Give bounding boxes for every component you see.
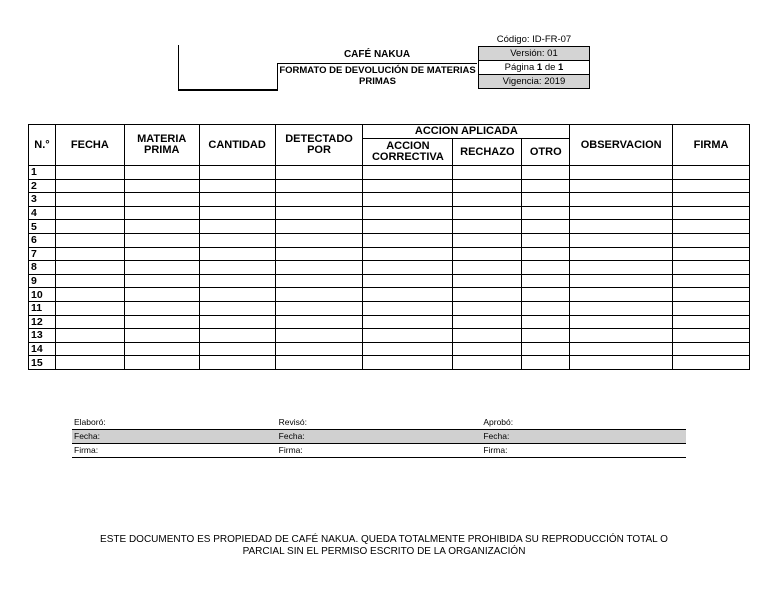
footer-line-1: ESTE DOCUMENTO ES PROPIEDAD DE CAFÉ NAKUA. QUEDA TOTALMENTE PROHIBIDA SU REPRODUCCIÓN TOTAL O [100,534,668,545]
table-cell[interactable] [570,220,673,234]
row-number: 12 [29,315,56,329]
doc-page: Página 1 de 1 [478,61,590,74]
doc-validity: Vigencia: 2019 [478,74,590,89]
firma-label: Firma: [278,445,303,455]
table-row [29,220,750,234]
table-cell[interactable] [55,329,124,343]
col-header-accion-group: ACCION APLICADA [363,125,570,139]
table-cell[interactable] [124,315,199,329]
table-cell[interactable] [522,179,570,193]
table-cell[interactable] [570,274,673,288]
table-row [29,342,750,356]
table-cell[interactable] [673,329,750,343]
table-cell[interactable] [124,220,199,234]
row-number: 5 [29,220,56,234]
form-title: FORMATO DE DEVOLUCIÓN DE MATERIAS PRIMAS [277,63,477,89]
table-cell[interactable] [124,301,199,315]
table-cell[interactable] [275,206,363,220]
table-cell[interactable] [275,342,363,356]
table-cell[interactable] [124,179,199,193]
table-cell[interactable] [124,356,199,370]
table-cell[interactable] [673,220,750,234]
col-header-fecha: FECHA [55,125,124,166]
table-cell[interactable] [673,356,750,370]
returns-table [28,124,750,370]
table-cell[interactable] [453,193,522,207]
table-cell[interactable] [275,220,363,234]
row-number: 13 [29,329,56,343]
footer-line-2: PARCIAL SIN EL PERMISO ESCRITO DE LA ORGANIZACIÓN [242,546,526,557]
table-cell[interactable] [275,274,363,288]
table-cell[interactable] [570,179,673,193]
row-number: 3 [29,193,56,207]
table-cell[interactable] [522,193,570,207]
table-cell[interactable] [673,288,750,302]
reviso-label: Revisó: [278,417,308,427]
col-header-otro: OTRO [522,139,570,166]
row-number: 8 [29,261,56,275]
table-cell[interactable] [124,274,199,288]
table-cell[interactable] [275,315,363,329]
doc-version: Versión: 01 [478,46,590,61]
logo-area [178,45,278,91]
table-cell[interactable] [124,329,199,343]
fecha-label: Fecha: [278,431,305,441]
table-cell[interactable] [522,356,570,370]
table-cell[interactable] [453,356,522,370]
table-cell[interactable] [673,166,750,180]
table-row [29,206,750,220]
table-cell[interactable] [124,193,199,207]
table-cell[interactable] [199,315,275,329]
table-cell[interactable] [199,274,275,288]
table-cell[interactable] [673,301,750,315]
table-cell[interactable] [673,206,750,220]
fecha-label: Fecha: [74,431,100,441]
table-cell[interactable] [570,342,673,356]
table-cell[interactable] [55,301,124,315]
table-cell[interactable] [363,329,453,343]
table-cell[interactable] [522,247,570,261]
table-cell[interactable] [453,301,522,315]
table-cell[interactable] [363,356,453,370]
col-header-cantidad: CANTIDAD [199,125,275,166]
table-cell[interactable] [55,247,124,261]
table-cell[interactable] [453,315,522,329]
table-cell[interactable] [199,233,275,247]
table-cell[interactable] [199,193,275,207]
table-cell[interactable] [522,329,570,343]
table-cell[interactable] [522,261,570,275]
table-cell[interactable] [275,166,363,180]
table-row [29,261,750,275]
table-cell[interactable] [199,166,275,180]
row-number: 11 [29,301,56,315]
table-cell[interactable] [124,288,199,302]
col-header-observacion: OBSERVACION [570,125,673,166]
row-number: 6 [29,233,56,247]
table-cell[interactable] [570,288,673,302]
row-number: 14 [29,342,56,356]
table-cell[interactable] [673,261,750,275]
table-cell[interactable] [55,261,124,275]
table-cell[interactable] [363,342,453,356]
table-row [29,288,750,302]
table-cell[interactable] [363,193,453,207]
table-cell[interactable] [363,274,453,288]
table-cell[interactable] [124,233,199,247]
table-cell[interactable] [363,247,453,261]
table-row [29,247,750,261]
aprobo-label: Aprobó: [483,417,514,427]
table-cell[interactable] [55,166,124,180]
row-number: 10 [29,288,56,302]
col-header-detectado: DETECTADO POR [275,125,363,166]
table-cell[interactable] [199,356,275,370]
row-number: 4 [29,206,56,220]
col-header-accion-correctiva: ACCION CORRECTIVA [363,139,453,166]
table-row [29,329,750,343]
table-cell[interactable] [522,220,570,234]
table-cell[interactable] [522,342,570,356]
table-cell[interactable] [673,233,750,247]
table-cell[interactable] [522,206,570,220]
table-cell[interactable] [363,261,453,275]
table-cell[interactable] [570,166,673,180]
table-cell[interactable] [124,261,199,275]
table-cell[interactable] [363,206,453,220]
table-cell[interactable] [124,342,199,356]
table-cell[interactable] [55,179,124,193]
table-cell[interactable] [570,206,673,220]
table-cell[interactable] [453,274,522,288]
table-cell[interactable] [199,301,275,315]
table-cell[interactable] [363,179,453,193]
table-row [29,356,750,370]
table-cell[interactable] [275,247,363,261]
table-cell[interactable] [570,356,673,370]
table-cell[interactable] [55,315,124,329]
table-cell[interactable] [453,206,522,220]
table-cell[interactable] [570,247,673,261]
title-block [277,45,477,89]
table-cell[interactable] [199,288,275,302]
table-row [29,274,750,288]
col-header-rechazo: RECHAZO [453,139,522,166]
table-cell[interactable] [275,261,363,275]
table-cell[interactable] [55,342,124,356]
table-cell[interactable] [363,233,453,247]
table-cell[interactable] [199,261,275,275]
row-number: 1 [29,166,56,180]
table-cell[interactable] [199,206,275,220]
table-cell[interactable] [453,329,522,343]
table-cell[interactable] [453,342,522,356]
table-cell[interactable] [55,193,124,207]
table-row [29,179,750,193]
table-cell[interactable] [55,220,124,234]
table-cell[interactable] [673,274,750,288]
table-cell[interactable] [522,233,570,247]
table-cell[interactable] [453,247,522,261]
table-cell[interactable] [199,329,275,343]
table-cell[interactable] [570,193,673,207]
firma-label: Firma: [74,445,99,455]
table-cell[interactable] [453,179,522,193]
table-cell[interactable] [124,206,199,220]
col-header-materia: MATERIA PRIMA [124,125,199,166]
table-cell[interactable] [199,342,275,356]
table-cell[interactable] [55,356,124,370]
table-cell[interactable] [570,315,673,329]
table-cell[interactable] [199,247,275,261]
table-cell[interactable] [570,329,673,343]
footer-notice [60,534,708,558]
table-cell[interactable] [199,220,275,234]
table-cell[interactable] [570,233,673,247]
company-name: CAFÉ NAKUA [277,45,477,64]
table-cell[interactable] [199,179,275,193]
table-row [29,315,750,329]
table-cell[interactable] [453,220,522,234]
table-cell[interactable] [522,315,570,329]
table-cell[interactable] [275,193,363,207]
table-cell[interactable] [522,166,570,180]
document-meta [478,33,590,89]
table-cell[interactable] [363,315,453,329]
table-cell[interactable] [363,166,453,180]
table-cell[interactable] [453,166,522,180]
table-row [29,193,750,207]
col-header-no: N.° [29,125,56,166]
table-cell[interactable] [363,288,453,302]
firma-label: Firma: [483,445,508,455]
signature-block [72,416,686,458]
table-cell[interactable] [275,179,363,193]
table-cell[interactable] [275,301,363,315]
row-number: 7 [29,247,56,261]
table-cell[interactable] [55,233,124,247]
table-cell[interactable] [522,288,570,302]
table-cell[interactable] [55,288,124,302]
doc-code: Código: ID-FR-07 [496,34,572,45]
table-row [29,301,750,315]
table-cell[interactable] [275,288,363,302]
row-number: 15 [29,356,56,370]
table-cell[interactable] [275,356,363,370]
table-cell[interactable] [570,261,673,275]
table-cell[interactable] [124,166,199,180]
row-number: 9 [29,274,56,288]
table-cell[interactable] [453,233,522,247]
table-cell[interactable] [522,274,570,288]
table-cell[interactable] [673,193,750,207]
table-cell[interactable] [453,288,522,302]
table-row [29,233,750,247]
col-header-firma: FIRMA [673,125,750,166]
table-cell[interactable] [673,315,750,329]
table-cell[interactable] [673,247,750,261]
table-cell[interactable] [275,329,363,343]
row-number: 2 [29,179,56,193]
table-cell[interactable] [522,301,570,315]
fecha-label: Fecha: [483,431,510,441]
table-row [29,166,750,180]
table-cell[interactable] [55,274,124,288]
table-cell[interactable] [124,247,199,261]
table-cell[interactable] [673,179,750,193]
table-cell[interactable] [275,233,363,247]
table-cell[interactable] [570,301,673,315]
table-cell[interactable] [363,220,453,234]
table-cell[interactable] [55,206,124,220]
table-cell[interactable] [453,261,522,275]
table-cell[interactable] [363,301,453,315]
elaboro-label: Elaboró: [74,417,106,427]
table-cell[interactable] [673,342,750,356]
